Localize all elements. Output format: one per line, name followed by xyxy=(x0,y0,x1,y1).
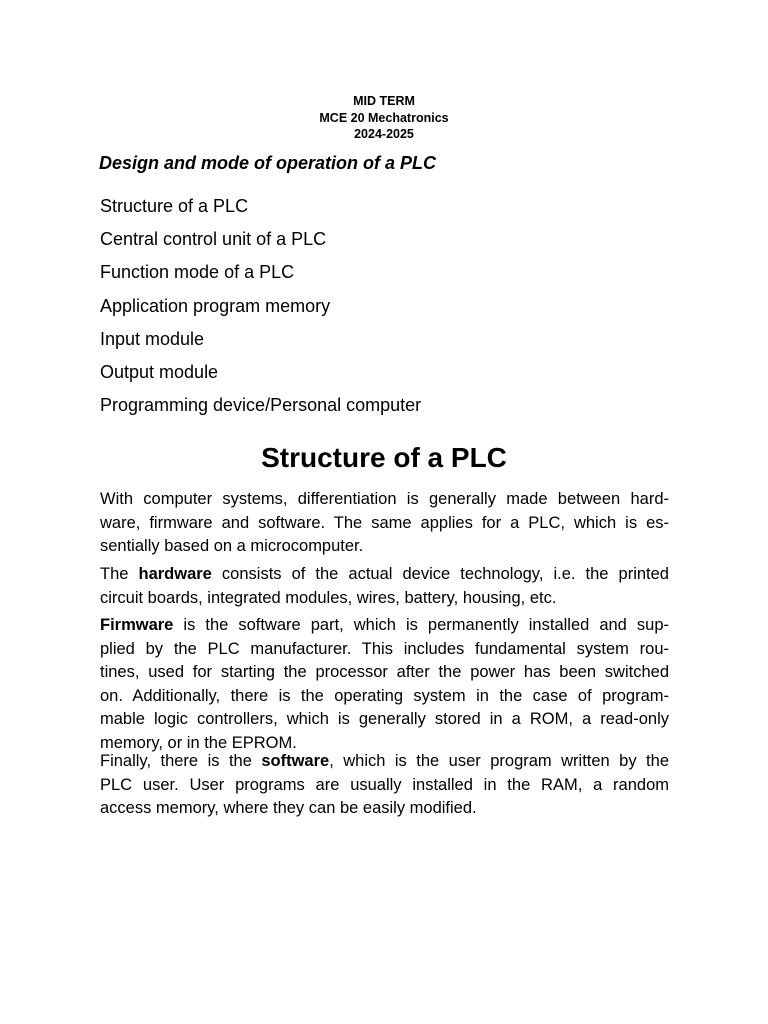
topic-item: Application program memory xyxy=(100,295,331,316)
topic-list xyxy=(100,194,421,426)
paragraph-firmware xyxy=(100,614,669,755)
text-line: on. Additionally, there is the operating system in the case of program- xyxy=(100,686,669,705)
text-line: ware, firmware and software. The same applies for a PLC, which is es- xyxy=(100,513,669,532)
header-course: MCE 20 Mechatronics xyxy=(319,110,449,125)
topic-item: Programming device/Personal computer xyxy=(100,395,422,416)
paragraph-software xyxy=(100,750,669,821)
text-line: memory, or in the EPROM. xyxy=(100,733,297,752)
text-line: access memory, where they can be easily modified. xyxy=(100,799,477,817)
text-line xyxy=(100,563,669,587)
text-line xyxy=(100,750,669,774)
paragraph-intro xyxy=(100,488,669,559)
text-run: The xyxy=(100,565,139,583)
text-line xyxy=(100,614,669,638)
topic-item: Output module xyxy=(100,361,219,382)
topic-item: Input module xyxy=(100,328,205,349)
topic-item: Function mode of a PLC xyxy=(100,262,295,283)
exam-header xyxy=(0,93,768,143)
page-title: Structure of a PLC xyxy=(261,442,507,473)
text-line: plied by the PLC manufacturer. This includes fundamental system rou- xyxy=(100,639,669,658)
text-line: sentially based on a microcomputer. xyxy=(100,537,364,555)
topic-item: Central control unit of a PLC xyxy=(100,229,327,250)
text-run: consists of the actual device technology, i.e. the printed xyxy=(211,565,669,583)
term-hardware: hardware xyxy=(138,565,212,583)
text-line: mable logic controllers, which is generally stored in a ROM, a read-only xyxy=(100,710,669,728)
header-year: 2024-2025 xyxy=(354,127,414,141)
text-line: circuit boards, integrated modules, wires, battery, housing, etc. xyxy=(100,588,557,607)
section-heading: Design and mode of operation of a PLC xyxy=(99,153,437,173)
text-line: tines, used for starting the processor after the power has been switched xyxy=(100,663,669,681)
text-run: is the software part, which is permanently installed and sup- xyxy=(173,616,669,634)
text-run: , which is the user program written by the xyxy=(329,752,669,770)
text-line: PLC user. User programs are usually installed in the RAM, a random xyxy=(100,775,669,794)
topic-item: Structure of a PLC xyxy=(100,196,249,216)
header-term: MID TERM xyxy=(353,94,415,108)
text-run: Finally, there is the xyxy=(100,752,262,770)
text-line: With computer systems, differentiation is generally made between hard- xyxy=(100,490,669,508)
paragraph-hardware xyxy=(100,563,669,610)
term-firmware: Firmware xyxy=(100,616,174,634)
term-software: software xyxy=(261,752,330,770)
